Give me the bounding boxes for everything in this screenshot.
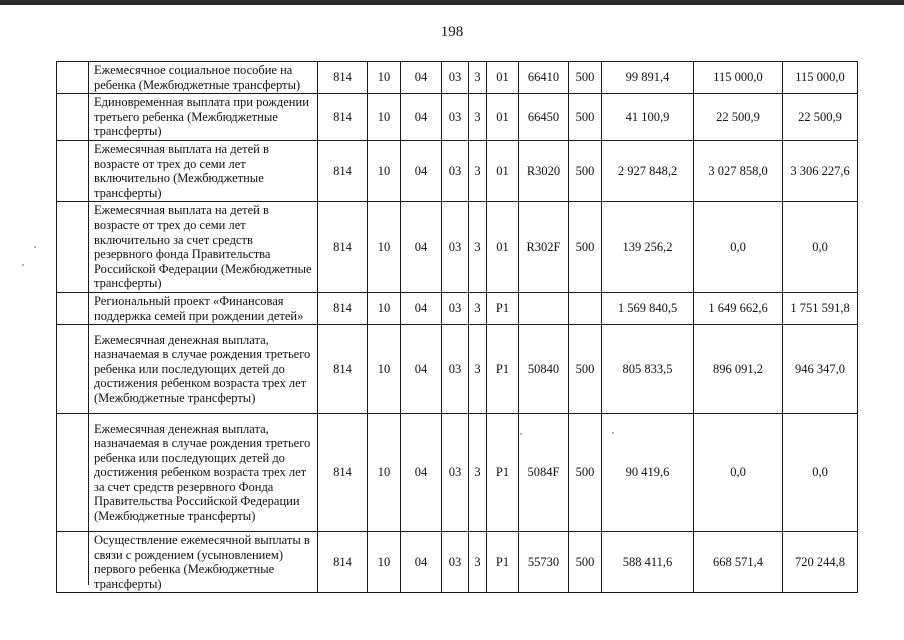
amount-year1-cell: 2 927 848,2 xyxy=(602,140,694,201)
scan-speck xyxy=(520,433,522,435)
budget-table xyxy=(56,61,858,593)
amount-year3-cell: 22 500,9 xyxy=(783,94,858,141)
direction-code-cell: 5084F xyxy=(519,414,569,532)
row-name-cell: Ежемесячная денежная выплата, назначаемая в случае рождения третьего ребенка или последующих детей до достижения ребенком возраста трех лет (Межбюджетные трансферты) xyxy=(57,325,318,414)
row-name-cell: Региональный проект «Финансовая поддержка семей при рождении детей» xyxy=(57,292,318,324)
activity-code-cell: P1 xyxy=(487,532,519,593)
amount-year2-cell: 0,0 xyxy=(694,202,783,293)
row-name-cell: Ежемесячная выплата на детей в возрасте от трех до семи лет включительно за счет средств резервного фонда Правительства Российской Федерации (Межбюджетные трансферты) xyxy=(57,202,318,293)
section-code-cell: 10 xyxy=(368,325,401,414)
table-row xyxy=(57,202,858,293)
table-row xyxy=(57,532,858,593)
amount-year1-cell: 588 411,6 xyxy=(602,532,694,593)
row-name-cell: Ежемесячное социальное пособие на ребенка (Межбюджетные трансферты) xyxy=(57,62,318,94)
activity-code-cell: 01 xyxy=(487,140,519,201)
subsection-code-cell: 04 xyxy=(401,140,442,201)
page-top-rule xyxy=(0,0,904,5)
amount-year3-cell: 3 306 227,6 xyxy=(783,140,858,201)
scan-speck xyxy=(612,432,614,434)
table-row xyxy=(57,325,858,414)
grbs-code-cell: 814 xyxy=(318,94,368,141)
direction-code-cell: 55730 xyxy=(519,532,569,593)
page-number: 198 xyxy=(440,24,464,40)
row-name-cell: Ежемесячная выплата на детей в возрасте от трех до семи лет включительно (Межбюджетные трансферты) xyxy=(57,140,318,201)
row-name-cell: Ежемесячная денежная выплата, назначаемая в случае рождения третьего ребенка или последующих детей до достижения ребенком возраста трех лет за счет средств резервного Фонда Правительства Российской Федерации (Межбюджетные трансферты) xyxy=(57,414,318,532)
grbs-code-cell: 814 xyxy=(318,62,368,94)
table-row xyxy=(57,94,858,141)
program-code-cell: 03 xyxy=(442,140,469,201)
expense-type-cell: 500 xyxy=(569,325,602,414)
row-name-cell: Единовременная выплата при рождении третьего ребенка (Межбюджетные трансферты) xyxy=(57,94,318,141)
expense-type-cell: 500 xyxy=(569,202,602,293)
program-code-cell: 03 xyxy=(442,532,469,593)
grbs-code-cell: 814 xyxy=(318,292,368,324)
amount-year2-cell: 3 027 858,0 xyxy=(694,140,783,201)
subprogram-code-cell: 3 xyxy=(469,414,487,532)
direction-code-cell: R3020 xyxy=(519,140,569,201)
amount-year1-cell: 805 833,5 xyxy=(602,325,694,414)
subprogram-code-cell: 3 xyxy=(469,140,487,201)
subprogram-code-cell: 3 xyxy=(469,292,487,324)
amount-year3-cell: 720 244,8 xyxy=(783,532,858,593)
amount-year3-cell: 115 000,0 xyxy=(783,62,858,94)
amount-year2-cell: 668 571,4 xyxy=(694,532,783,593)
amount-year2-cell: 1 649 662,6 xyxy=(694,292,783,324)
subsection-code-cell: 04 xyxy=(401,292,442,324)
grbs-code-cell: 814 xyxy=(318,202,368,293)
program-code-cell: 03 xyxy=(442,414,469,532)
amount-year1-cell: 90 419,6 xyxy=(602,414,694,532)
grbs-code-cell: 814 xyxy=(318,532,368,593)
subsection-code-cell: 04 xyxy=(401,414,442,532)
direction-code-cell: 66450 xyxy=(519,94,569,141)
section-code-cell: 10 xyxy=(368,94,401,141)
grbs-code-cell: 814 xyxy=(318,140,368,201)
table-row xyxy=(57,140,858,201)
activity-code-cell: P1 xyxy=(487,414,519,532)
section-code-cell: 10 xyxy=(368,532,401,593)
activity-code-cell: 01 xyxy=(487,62,519,94)
amount-year3-cell: 0,0 xyxy=(783,202,858,293)
grbs-code-cell: 814 xyxy=(318,325,368,414)
amount-year3-cell: 0,0 xyxy=(783,414,858,532)
scan-speck xyxy=(22,264,24,266)
subprogram-code-cell: 3 xyxy=(469,532,487,593)
expense-type-cell: 500 xyxy=(569,414,602,532)
subprogram-code-cell: 3 xyxy=(469,202,487,293)
program-code-cell: 03 xyxy=(442,325,469,414)
subprogram-code-cell: 3 xyxy=(469,94,487,141)
subsection-code-cell: 04 xyxy=(401,62,442,94)
amount-year2-cell: 896 091,2 xyxy=(694,325,783,414)
program-code-cell: 03 xyxy=(442,94,469,141)
direction-code-cell xyxy=(519,292,569,324)
table-row xyxy=(57,62,858,94)
scan-speck xyxy=(34,246,36,248)
activity-code-cell: P1 xyxy=(487,292,519,324)
section-code-cell: 10 xyxy=(368,140,401,201)
amount-year1-cell: 139 256,2 xyxy=(602,202,694,293)
direction-code-cell: 66410 xyxy=(519,62,569,94)
expense-type-cell: 500 xyxy=(569,140,602,201)
subsection-code-cell: 04 xyxy=(401,532,442,593)
amount-year1-cell: 1 569 840,5 xyxy=(602,292,694,324)
section-code-cell: 10 xyxy=(368,62,401,94)
activity-code-cell: 01 xyxy=(487,94,519,141)
expense-type-cell: 500 xyxy=(569,532,602,593)
row-name-cell: Осуществление ежемесячной выплаты в связи с рождением (усыновлением) первого ребенка (Межбюджетные трансферты) xyxy=(57,532,318,593)
table-row xyxy=(57,414,858,532)
amount-year1-cell: 99 891,4 xyxy=(602,62,694,94)
section-code-cell: 10 xyxy=(368,292,401,324)
subsection-code-cell: 04 xyxy=(401,325,442,414)
program-code-cell: 03 xyxy=(442,292,469,324)
subprogram-code-cell: 3 xyxy=(469,62,487,94)
expense-type-cell: 500 xyxy=(569,62,602,94)
program-code-cell: 03 xyxy=(442,202,469,293)
grbs-code-cell: 814 xyxy=(318,414,368,532)
subsection-code-cell: 04 xyxy=(401,202,442,293)
amount-year2-cell: 22 500,9 xyxy=(694,94,783,141)
expense-type-cell: 500 xyxy=(569,94,602,141)
direction-code-cell: R302F xyxy=(519,202,569,293)
program-code-cell: 03 xyxy=(442,62,469,94)
table-row xyxy=(57,292,858,324)
amount-year2-cell: 115 000,0 xyxy=(694,62,783,94)
amount-year2-cell: 0,0 xyxy=(694,414,783,532)
amount-year3-cell: 946 347,0 xyxy=(783,325,858,414)
direction-code-cell: 50840 xyxy=(519,325,569,414)
subprogram-code-cell: 3 xyxy=(469,325,487,414)
subsection-code-cell: 04 xyxy=(401,94,442,141)
amount-year1-cell: 41 100,9 xyxy=(602,94,694,141)
activity-code-cell: P1 xyxy=(487,325,519,414)
amount-year3-cell: 1 751 591,8 xyxy=(783,292,858,324)
activity-code-cell: 01 xyxy=(487,202,519,293)
section-code-cell: 10 xyxy=(368,202,401,293)
section-code-cell: 10 xyxy=(368,414,401,532)
expense-type-cell xyxy=(569,292,602,324)
